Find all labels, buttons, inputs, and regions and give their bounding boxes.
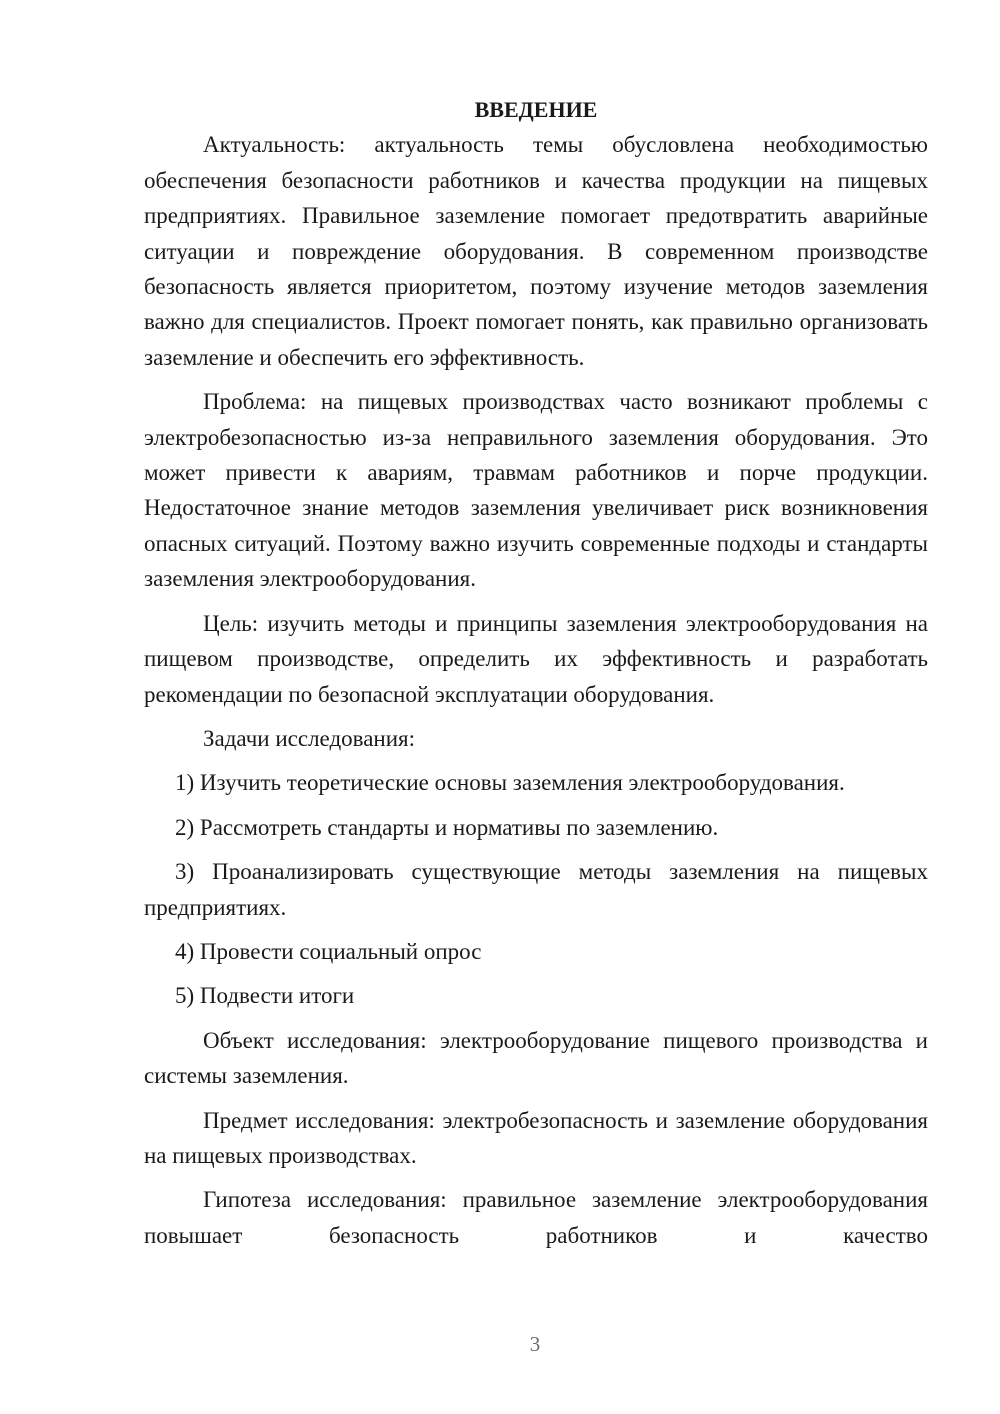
task-item-3: 3) Проанализировать существующие методы заземления на пищевых предприятиях. xyxy=(144,859,928,920)
page-content xyxy=(144,92,928,1262)
paragraph-problem: Проблема: на пищевых производствах часто возникают проблемы с электробезопасностью из-за неправильного заземления оборудования. Это может привести к авариям, травмам работников и порче продукции. Недостаточное знание методов заземления увеличивает риск возникновения опасных ситуаций. Поэтому важно изучить современные подходы и стандарты заземления электрооборудования. xyxy=(144,389,928,592)
paragraph-hypothesis: Гипотеза исследования: правильное заземление электрооборудования повышает безопасность работников и качество xyxy=(144,1187,928,1248)
task-item-5: 5) Подвести итоги xyxy=(175,983,355,1009)
task-item-4: 4) Провести социальный опрос xyxy=(175,938,482,964)
paragraph-goal: Цель: изучить методы и принципы заземления электрооборудования на пищевом производстве, определить их эффективность и разработать рекомендации по безопасной эксплуатации оборудования. xyxy=(144,610,928,707)
page-number: 3 xyxy=(529,1332,541,1356)
paragraph-tasks-intro: Задачи исследования: xyxy=(203,725,416,751)
task-item-1: 1) Изучить теоретические основы заземления электрооборудования. xyxy=(175,770,845,796)
section-heading: ВВЕДЕНИЕ xyxy=(474,97,598,122)
paragraph-object: Объект исследования: электрооборудование пищевого производства и системы заземления. xyxy=(144,1027,928,1089)
task-item-2: 2) Рассмотреть стандарты и нормативы по заземлению. xyxy=(175,814,719,840)
paragraph-subject: Предмет исследования: электробезопасность и заземление оборудования на пищевых производствах. xyxy=(144,1107,928,1168)
paragraph-relevance: Актуальность: актуальность темы обусловлена необходимостью обеспечения безопасности работников и качества продукции на пищевых предприятиях. Правильное заземление помогает предотвратить аварийные ситуации и повреждение оборудования. В современном производстве безопасность является приоритетом, поэтому изучение методов заземления важно для специалистов. Проект помогает понять, как правильно организовать заземление и обеспечить его эффективность. xyxy=(144,132,928,370)
